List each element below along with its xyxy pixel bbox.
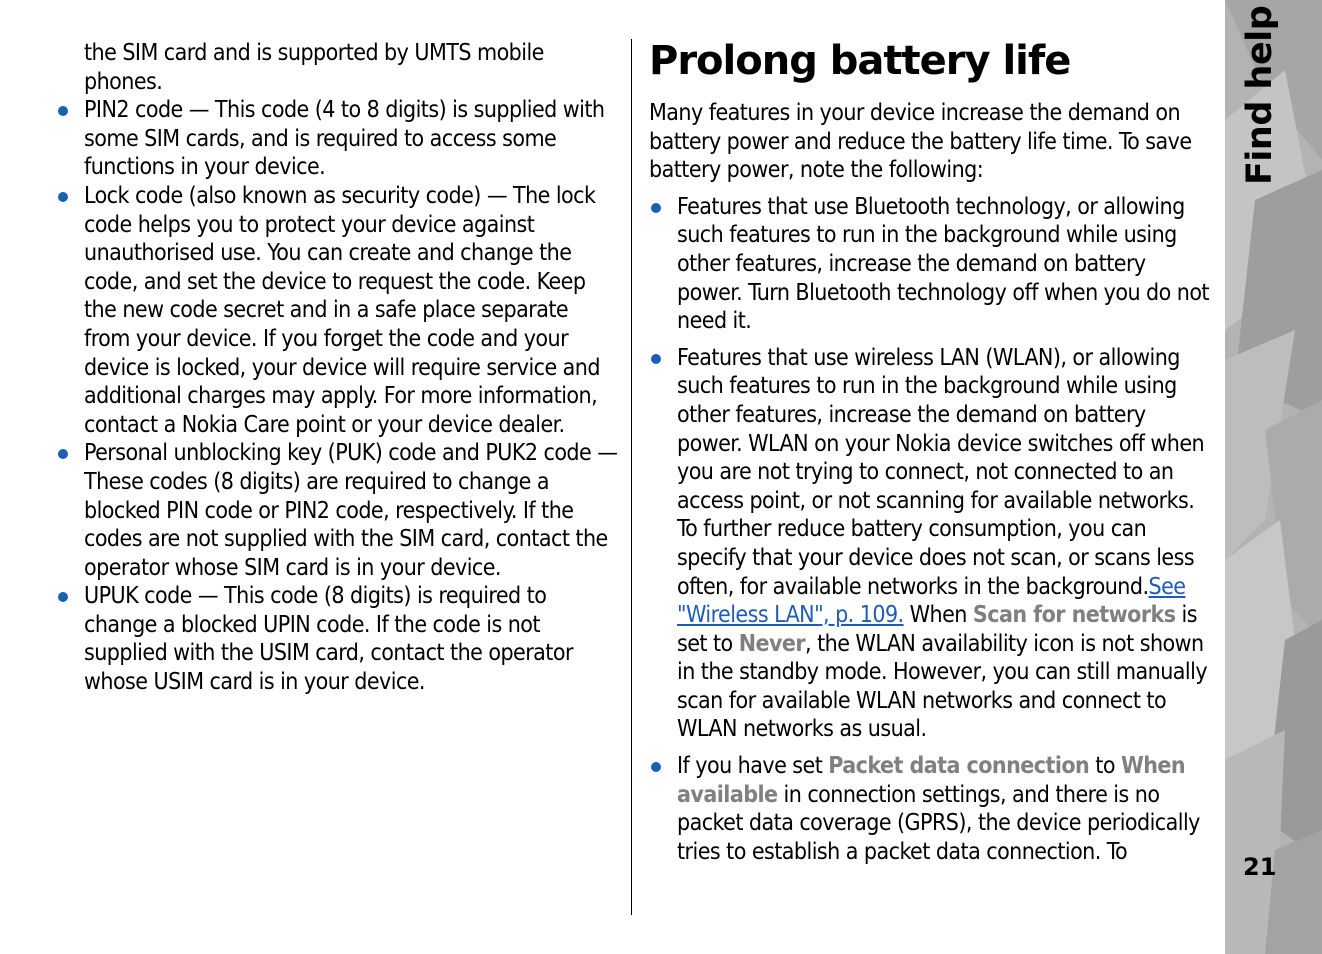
bullet-dot-icon bbox=[58, 449, 68, 459]
menu-term-when-available: When available bbox=[677, 753, 1186, 808]
page-title: Prolong battery life bbox=[649, 38, 1071, 84]
left-column bbox=[56, 39, 618, 697]
list-item-wlan bbox=[649, 344, 1213, 744]
page-number: 21 bbox=[1243, 853, 1277, 881]
list-item-pin2 bbox=[56, 96, 618, 182]
wireless-lan-link[interactable]: See "Wireless LAN", p. 109. bbox=[677, 573, 1186, 629]
bullet-dot-icon bbox=[651, 203, 661, 213]
list-item-text: If you have set bbox=[677, 753, 829, 780]
list-item-text: , the WLAN availability icon is not shown in the standby mode. However, you can still manually scan for available WLAN networks and connect to WLAN networks as usual. bbox=[677, 630, 1208, 743]
list-item-text: UPUK code — This code (8 digits) is required to change a blocked UPIN code. If the code is not supplied with the USIM card, contact the operator whose USIM card is in your device. bbox=[84, 583, 573, 696]
list-item-text: to bbox=[1089, 753, 1121, 780]
menu-term-never: Never bbox=[738, 630, 806, 657]
left-intro-text: the SIM card and is supported by UMTS mobile phones. bbox=[84, 40, 544, 95]
list-item-text: When bbox=[903, 602, 973, 629]
list-item-text: in connection settings, and there is no packet data coverage (GPRS), the device periodically tries to establish a packet data connection. To bbox=[677, 781, 1200, 865]
column-divider bbox=[631, 39, 632, 915]
bullet-dot-icon bbox=[58, 192, 68, 202]
list-item-text: is set to bbox=[677, 602, 1197, 657]
menu-term-scan-for-networks: Scan for networks bbox=[972, 602, 1176, 629]
bullet-dot-icon bbox=[651, 762, 661, 772]
list-item-text: PIN2 code — This code (4 to 8 digits) is supplied with some SIM cards, and is required to access some functions in your device. bbox=[84, 97, 605, 181]
list-item-text: Features that use Bluetooth technology, or allowing such features to run in the background while using other features, increase the demand on battery power. Turn Bluetooth technology off when you do not need it. bbox=[677, 193, 1209, 335]
list-item-bluetooth bbox=[649, 193, 1213, 336]
chapter-label: Find help bbox=[1240, 5, 1280, 185]
right-intro-text: Many features in your device increase the demand on battery power and reduce the battery life time. To save battery power, note the following: bbox=[649, 100, 1192, 184]
list-item-text: Lock code (also known as security code) — The lock code helps you to protect your device against unauthorised use. You can create and change the code, and set the device to request the code. Keep the new code secret and in a safe place separate from your device. If you forget the code and your device is locked, your device will require service and additional charges may apply. For more information, contact a Nokia Care point or your device dealer. bbox=[84, 182, 600, 438]
list-item-text: Personal unblocking key (PUK) code and PUK2 code — These codes (8 digits) are required to change a blocked PIN code or PIN2 code, respectively. If the codes are not supplied with the SIM card, contact the operator whose SIM card is in your device. bbox=[84, 440, 618, 581]
list-item-upuk bbox=[56, 582, 618, 696]
menu-term-packet-data-connection: Packet data connection bbox=[828, 753, 1090, 780]
security-codes-list bbox=[56, 96, 618, 696]
list-item-puk bbox=[56, 439, 618, 582]
list-item-packet-data bbox=[649, 752, 1213, 866]
bullet-dot-icon bbox=[58, 106, 68, 116]
battery-tips-list bbox=[649, 193, 1213, 867]
bullet-dot-icon bbox=[651, 354, 661, 364]
list-item-text: Features that use wireless LAN (WLAN), or allowing such features to run in the background while using other features, increase the demand on battery power. WLAN on your Nokia device switches off when you are not trying to connect, not connected to an access point, or not scanning for available networks. To further reduce battery consumption, you can specify that your device does not scan, or scans less often, for available networks in the background. bbox=[677, 344, 1205, 600]
bullet-dot-icon bbox=[58, 592, 68, 602]
list-item-lock-code bbox=[56, 182, 618, 439]
right-column bbox=[649, 35, 1213, 874]
